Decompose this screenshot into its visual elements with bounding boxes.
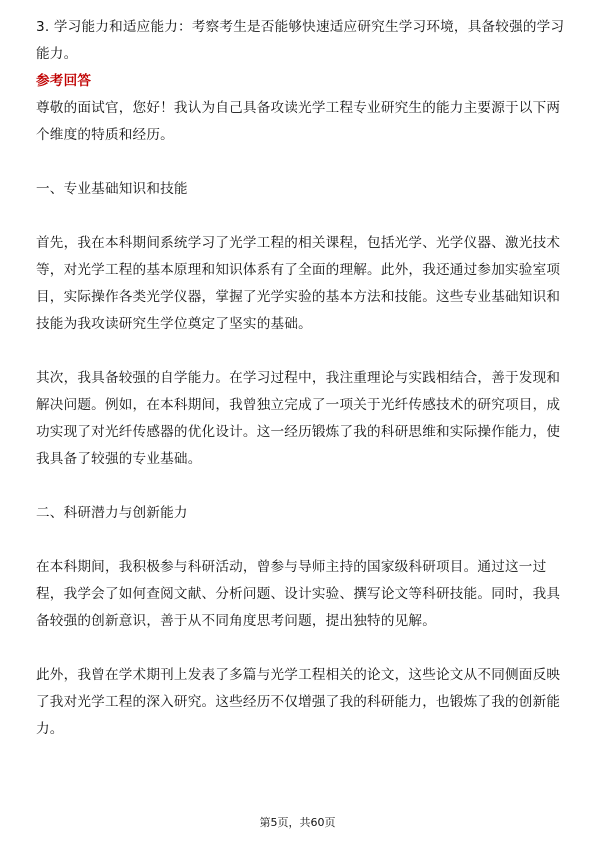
section1-paragraph-2: 其次，我具备较强的自学能力。在学习过程中，我注重理论与实践相结合，善于发现和解决问题。例如，在本科期间，我曾独立完成了一项关于光纤传感技术的研究项目，成功实现了对光纤传感器的优化设计。这一经历锻炼了我的科研思维和实际操作能力，使我具备了较强的专业基础。 [36, 370, 561, 467]
spacer [36, 338, 566, 365]
section1-paragraph-1: 首先，我在本科期间系统学习了光学工程的相关课程，包括光学、光学仪器、激光技术等，对光学工程的基本原理和知识体系有了全面的理解。此外，我还通过参加实验室项目，实际操作各类光学仪器，掌握了光学实验的基本方法和技能。这些专业基础知识和技能为我攻读研究生学位奠定了坚实的基础。 [36, 235, 561, 332]
page-number: 第5页，共60页 [259, 816, 336, 829]
section-heading-1: 一、专业基础知识和技能 [36, 181, 188, 197]
document-body [36, 14, 566, 743]
section2-paragraph-2: 此外，我曾在学术期刊上发表了多篇与光学工程相关的论文，这些论文从不同侧面反映了我对光学工程的深入研究。这些经历不仅增强了我的科研能力，也锻炼了我的创新能力。 [36, 667, 561, 737]
intro-paragraph: 尊敬的面试官，您好！我认为自己具备攻读光学工程专业研究生的能力主要源于以下两个维度的特质和经历。 [36, 100, 561, 143]
spacer [36, 473, 566, 500]
question-text: 3. 学习能力和适应能力：考察考生是否能够快速适应研究生学习环境，具备较强的学习能力。 [36, 19, 565, 62]
spacer [36, 149, 566, 176]
spacer [36, 203, 566, 230]
section2-paragraph-1: 在本科期间，我积极参与科研活动，曾参与导师主持的国家级科研项目。通过这一过程，我学会了如何查阅文献、分析问题、设计实验、撰写论文等科研技能。同时，我具备较强的创新意识，善于从不同角度思考问题，提出独特的见解。 [36, 559, 561, 629]
spacer [36, 527, 566, 554]
answer-label: 参考回答 [36, 73, 92, 89]
section-heading-2: 二、科研潜力与创新能力 [36, 505, 188, 521]
spacer [36, 635, 566, 662]
